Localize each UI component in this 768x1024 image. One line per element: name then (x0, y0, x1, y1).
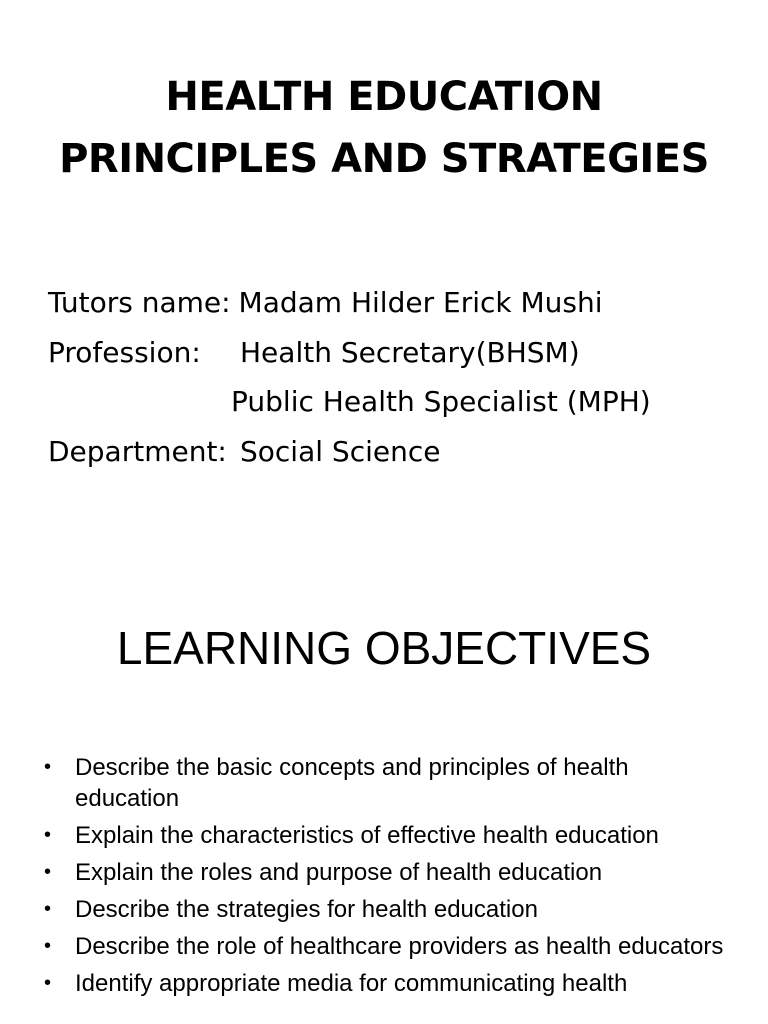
objective-text: Describe the basic concepts and principles of health education (75, 754, 629, 812)
profession-value-1: Health Secretary(BHSM) (240, 335, 580, 369)
bullet-icon: • (44, 756, 52, 778)
tutor-info (48, 278, 651, 476)
document-title (0, 66, 768, 190)
objective-text: Describe the role of healthcare providers as health educators (75, 933, 724, 960)
list-item (44, 857, 724, 888)
title-line-1: HEALTH EDUCATION (165, 74, 603, 120)
bullet-icon: • (44, 824, 52, 846)
list-item (44, 931, 724, 962)
objective-text: Describe the strategies for health education (75, 896, 538, 923)
objective-text: Explain the characteristics of effective health education (75, 822, 659, 849)
list-item (44, 894, 724, 925)
bullet-icon: • (44, 861, 52, 883)
objectives-list (44, 752, 724, 1005)
department-label: Department: (48, 434, 227, 468)
bullet-icon: • (44, 972, 52, 994)
department-row (48, 427, 651, 477)
list-item (44, 752, 724, 814)
tutor-name-label: Tutors name: (48, 286, 231, 319)
bullet-icon: • (44, 898, 52, 920)
tutor-name-value: Madam Hilder Erick Mushi (238, 286, 603, 319)
bullet-icon: • (44, 935, 52, 957)
profession-label: Profession: (48, 335, 201, 369)
department-value: Social Science (240, 434, 441, 468)
objective-text: Explain the roles and purpose of health education (75, 859, 603, 886)
list-item (44, 820, 724, 851)
learning-objectives-heading: LEARNING OBJECTIVES (116, 622, 652, 674)
profession-row-2 (48, 377, 651, 427)
list-item (44, 968, 724, 999)
title-line-2: PRINCIPLES AND STRATEGIES (59, 136, 709, 182)
objective-text: Identify appropriate media for communicating health (75, 970, 628, 997)
profession-value-2: Public Health Specialist (MPH) (231, 385, 651, 418)
tutor-name-row (48, 278, 651, 328)
profession-row (48, 328, 651, 378)
